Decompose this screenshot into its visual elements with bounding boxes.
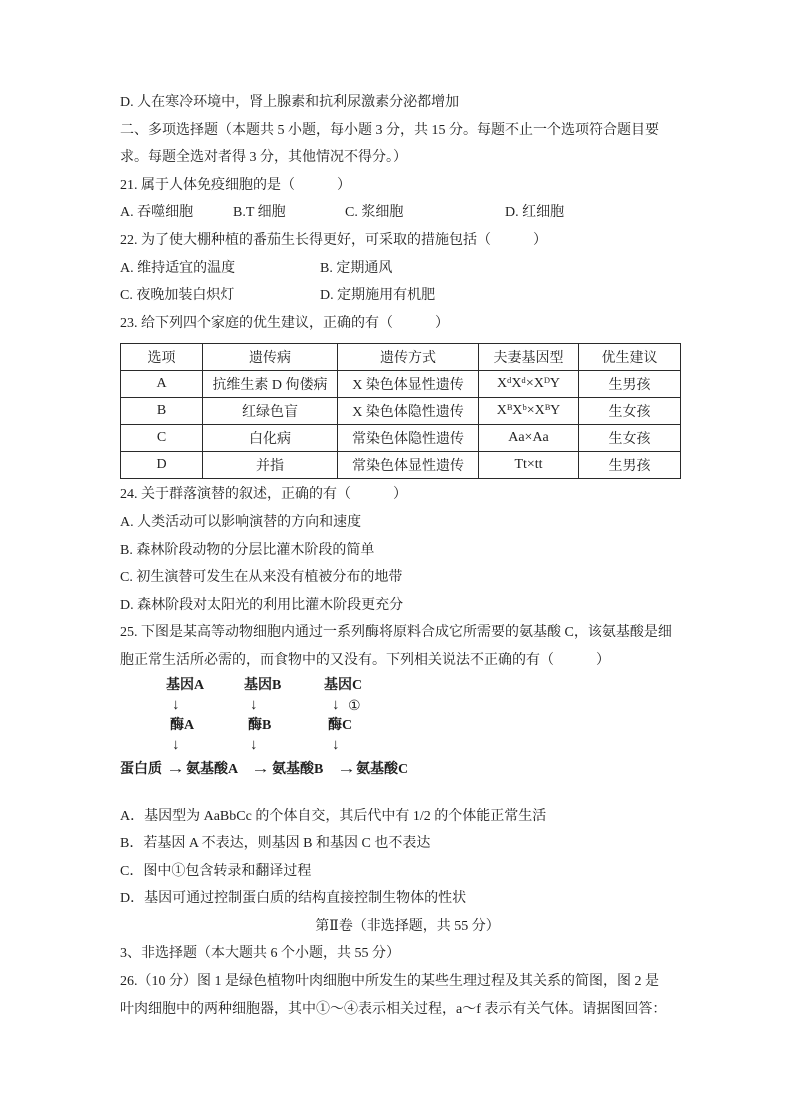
table-header-disease: 遗传病 [203, 344, 338, 371]
table-cell: A [121, 371, 203, 398]
q22-option-d: D. 定期施用有机肥 [320, 288, 436, 304]
q22-option-c: C. 夜晚加装白炽灯 [120, 288, 235, 304]
down-arrow-icon: ↓ [172, 696, 180, 713]
q23-stem: 23. 给下列四个家庭的优生建议，正确的有（ ） [120, 315, 449, 331]
q25-stem-line1: 25. 下图是某高等动物细胞内通过一系列酶将原料合成它所需要的氨基酸 C，该氨基酸是细 [120, 625, 672, 641]
enzyme-b-label: 酶B [248, 717, 272, 733]
q23-genetics-table [120, 343, 681, 479]
section2-header-line1: 二、多项选择题（本题共 5 小题，每小题 3 分，共 15 分。每题不止一个选项符合题目要 [120, 122, 659, 138]
q21-stem: 21. 属于人体免疫细胞的是（ ） [120, 177, 351, 193]
table-cell: 常染色体显性遗传 [338, 452, 479, 479]
prev-question-option-d: D. 人在寒冷环境中，肾上腺素和抗利尿激素分泌都增加 [120, 95, 460, 110]
q25-stem-line2: 胞正常生活所必需的，而食物中的又没有。下列相关说法不正确的有（ ） [120, 652, 610, 668]
enzyme-a-label: 酶A [170, 717, 195, 733]
table-cell: 抗维生素 D 佝偻病 [203, 371, 338, 398]
right-arrow-icon: → [337, 761, 356, 777]
q25-option-a: A．基因型为 AaBbCc 的个体自交，其后代中有 1/2 的个体能正常生活 [120, 808, 547, 824]
table-cell: 白化病 [203, 425, 338, 452]
gene-c-label: 基因C [324, 677, 363, 693]
table-cell: 生男孩 [579, 371, 681, 398]
right-arrow-icon: → [251, 761, 270, 777]
q22-options-row-2 [120, 282, 695, 310]
q24-option-d: D. 森林阶段对太阳光的利用比灌木阶段更充分 [120, 597, 404, 613]
table-cell: B [121, 398, 203, 425]
table-cell: Aa×Aa [479, 425, 579, 452]
table-row [121, 371, 681, 398]
table-row [121, 398, 681, 425]
q22-option-b: B. 定期通风 [320, 260, 393, 276]
q22-stem: 22. 为了使大棚种植的番茄生长得更好，可采取的措施包括（ ） [120, 232, 547, 248]
down-arrow-icon: ↓ [332, 736, 340, 753]
q24-option-a: A. 人类活动可以影响演替的方向和速度 [120, 514, 362, 530]
table-row [121, 452, 681, 479]
q25-option-b: B．若基因 A 不表达，则基因 B 和基因 C 也不表达 [120, 836, 431, 852]
process-1-marker: ① [348, 698, 361, 714]
q21-option-a: A. 吞噬细胞 [120, 205, 194, 221]
q21-options-row [120, 199, 695, 227]
gene-enzyme-pathway-diagram [120, 675, 695, 787]
gene-a-label: 基因A [166, 677, 205, 693]
q21-option-c: C. 浆细胞 [345, 205, 404, 221]
table-cell: C [121, 425, 203, 452]
down-arrow-icon: ↓ [332, 696, 340, 713]
q22-options-row-1 [120, 255, 695, 283]
table-header-row [121, 344, 681, 371]
table-cell: X 染色体显性遗传 [338, 371, 479, 398]
enzyme-c-label: 酶C [328, 717, 353, 733]
gene-b-label: 基因B [244, 677, 282, 693]
q26-stem-line2: 叶肉细胞中的两种细胞器，其中①～④表示相关过程，a～f 表示有关气体。请据图回答： [120, 1001, 667, 1017]
table-cell: Tt×tt [479, 452, 579, 479]
table-cell: XᴮXᵇ×XᴮY [479, 398, 579, 425]
table-cell: 生女孩 [579, 425, 681, 452]
down-arrow-icon: ↓ [250, 696, 258, 713]
down-arrow-icon: ↓ [250, 736, 258, 753]
table-header-genotype: 夫妻基因型 [479, 344, 579, 371]
table-cell: X 染色体隐性遗传 [338, 398, 479, 425]
q21-option-d: D. 红细胞 [505, 205, 565, 221]
q25-option-d: D．基因可通过控制蛋白质的结构直接控制生物体的性状 [120, 891, 467, 907]
table-cell: 生女孩 [579, 398, 681, 425]
q24-option-b: B. 森林阶段动物的分层比灌木阶段的简单 [120, 542, 375, 558]
table-header-advice: 优生建议 [579, 344, 681, 371]
table-row [121, 425, 681, 452]
amino-acid-c-label: 氨基酸C [356, 761, 409, 777]
table-cell: 红绿色盲 [203, 398, 338, 425]
down-arrow-icon: ↓ [172, 736, 180, 753]
section3-header: 3、非选择题（本大题共 6 个小题，共 55 分） [120, 946, 400, 962]
amino-acid-b-label: 氨基酸B [272, 761, 324, 777]
table-cell: 常染色体隐性遗传 [338, 425, 479, 452]
protein-label: 蛋白质 [120, 761, 162, 777]
q22-option-a: A. 维持适宜的温度 [120, 260, 236, 276]
q26-stem-line1: 26.（10 分）图 1 是绿色植物叶肉细胞中所发生的某些生理过程及其关系的简图，图 2 是 [120, 974, 659, 990]
q24-option-c: C. 初生演替可发生在从来没有植被分布的地带 [120, 570, 403, 586]
table-cell: 生男孩 [579, 452, 681, 479]
table-header-option: 选项 [121, 344, 203, 371]
q21-option-b: B.T 细胞 [233, 205, 286, 221]
q25-option-c: C．图中①包含转录和翻译过程 [120, 863, 312, 879]
table-cell: D [121, 452, 203, 479]
table-cell: XᵈXᵈ×XᴰY [479, 371, 579, 398]
table-cell: 并指 [203, 452, 338, 479]
right-arrow-icon: → [166, 761, 185, 777]
q24-stem: 24. 关于群落演替的叙述，正确的有（ ） [120, 487, 407, 503]
amino-acid-a-label: 氨基酸A [186, 761, 239, 777]
table-header-mode: 遗传方式 [338, 344, 479, 371]
exam-content [120, 89, 695, 1023]
part2-title: 第Ⅱ卷（非选择题，共 55 分） [315, 918, 500, 934]
section2-header-line2: 求。每题全选对者得 3 分，其他情况不得分。） [120, 150, 407, 166]
